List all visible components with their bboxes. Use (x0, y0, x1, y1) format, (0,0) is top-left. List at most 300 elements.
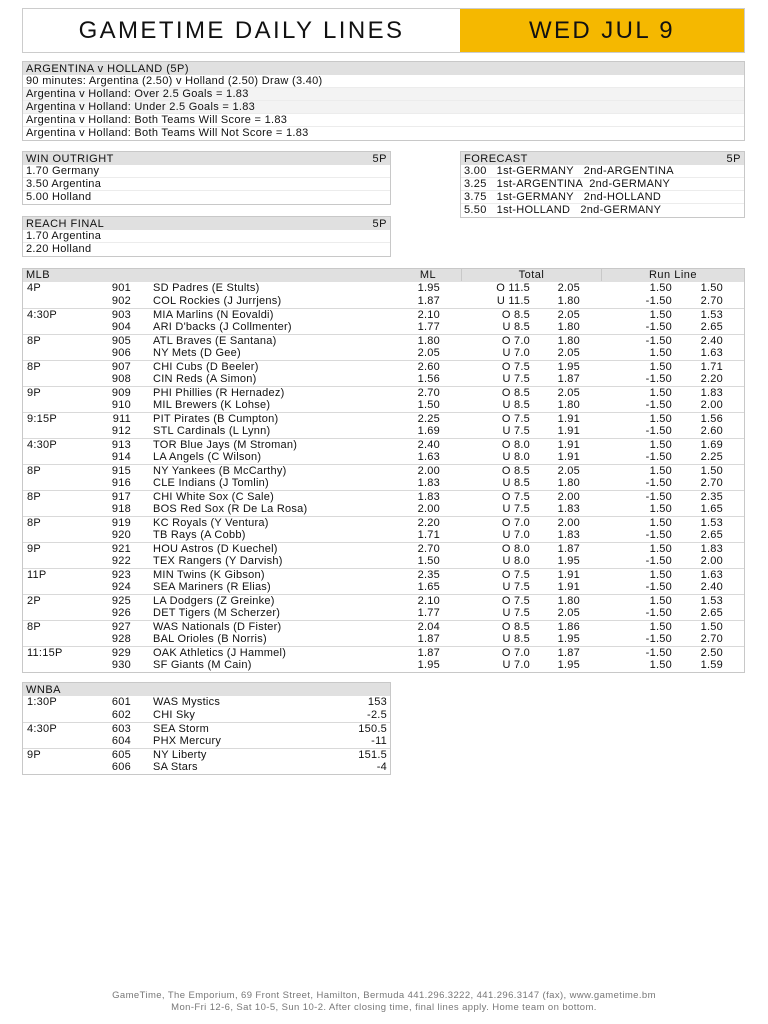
match-line: 90 minutes: Argentina (2.50) v Holland (2.50) Draw (3.40) (23, 75, 744, 88)
runline-spread: 1.50 (649, 659, 672, 671)
total-odds: 2.00 (557, 491, 580, 503)
runline-odds: 1.56 (700, 413, 723, 425)
total-line: O 7.0 (501, 335, 530, 347)
moneyline: 1.87 (417, 647, 440, 659)
reach-final-header (23, 217, 390, 230)
total-line: O 8.0 (501, 439, 530, 451)
rotation-number: 908 (111, 373, 131, 385)
moneyline: 1.77 (417, 321, 440, 333)
match-box (22, 61, 745, 141)
moneyline: 2.00 (417, 465, 440, 477)
mlb-row (23, 347, 744, 360)
runline-spread: -1.50 (645, 451, 672, 463)
total-line: U 7.5 (502, 425, 530, 437)
total-line: U 8.5 (502, 399, 530, 411)
runline-odds: 1.59 (700, 659, 723, 671)
total-line: O 7.5 (501, 569, 530, 581)
mlb-row (23, 477, 744, 490)
mlb-body (23, 282, 744, 672)
rotation-number: 601 (111, 696, 131, 708)
runline-odds: 1.63 (700, 347, 723, 359)
runline-spread: 1.50 (649, 282, 672, 294)
runline-odds: 2.40 (700, 581, 723, 593)
total-odds: 2.05 (557, 309, 580, 321)
game-time: 8P (27, 621, 41, 633)
rotation-number: 915 (111, 465, 131, 477)
team-name: CLE Indians (J Tomlin) (153, 477, 269, 489)
runline-spread: 1.50 (649, 595, 672, 607)
total-line: O 8.5 (501, 309, 530, 321)
runline-spread: -1.50 (645, 529, 672, 541)
rotation-number: 928 (111, 633, 131, 645)
game-time: 11P (27, 569, 47, 581)
team-name: CIN Reds (A Simon) (153, 373, 257, 385)
wnba-row (23, 696, 390, 709)
runline-spread: -1.50 (645, 425, 672, 437)
total-line: O 7.5 (501, 595, 530, 607)
team-name: HOU Astros (D Kuechel) (153, 543, 278, 555)
total-odds: 1.87 (557, 543, 580, 555)
game-time: 11:15P (27, 647, 63, 659)
mlb-row (23, 282, 744, 295)
mlb-row (23, 490, 744, 503)
runline-odds: 1.53 (700, 595, 723, 607)
game-time: 9P (27, 543, 41, 555)
total-odds: 1.86 (557, 621, 580, 633)
game-time: 4:30P (27, 309, 57, 321)
runline-spread: -1.50 (645, 491, 672, 503)
line-value: -2.5 (367, 709, 387, 721)
team-name: OAK Athletics (J Hammel) (153, 647, 287, 659)
total-odds: 1.95 (557, 555, 580, 567)
runline-spread: -1.50 (645, 647, 672, 659)
team-name: SEA Storm (153, 723, 210, 735)
reach-final-time: 5P (372, 217, 387, 230)
moneyline: 1.87 (417, 633, 440, 645)
total-odds: 1.91 (557, 439, 580, 451)
team-name: PHI Phillies (R Hernadez) (153, 387, 285, 399)
rotation-number: 929 (111, 647, 131, 659)
line-value: 151.5 (358, 749, 387, 761)
footer-hours: Mon-Fri 12-6, Sat 10-5, Sun 10-2. After closing time, final lines apply. Home team on bottom. (171, 1002, 597, 1013)
mlb-row (23, 620, 744, 633)
team-name: SA Stars (153, 761, 198, 773)
total-line: U 7.5 (502, 607, 530, 619)
moneyline: 1.63 (417, 451, 440, 463)
wnba-header (23, 683, 390, 696)
rotation-number: 930 (111, 659, 131, 671)
runline-odds: 1.65 (700, 503, 723, 515)
runline-odds: 1.69 (700, 439, 723, 451)
mlb-title: MLB (26, 269, 51, 281)
runline-spread: 1.50 (649, 517, 672, 529)
line-value: 153 (367, 696, 387, 708)
runline-spread: -1.50 (645, 321, 672, 333)
team-name: SEA Mariners (R Elias) (153, 581, 271, 593)
mlb-row (23, 646, 744, 659)
rotation-number: 604 (111, 735, 131, 747)
total-odds: 2.05 (557, 607, 580, 619)
wnba-body (23, 696, 390, 774)
footer-address: GameTime, The Emporium, 69 Front Street, Hamilton, Bermuda 441.296.3222, 441.296.3147 (fax), www.gametime.bm (112, 990, 656, 1001)
moneyline: 1.95 (417, 659, 440, 671)
total-line: O 8.5 (501, 465, 530, 477)
team-name: BOS Red Sox (R De La Rosa) (153, 503, 308, 515)
total-line: U 7.0 (502, 659, 530, 671)
total-line: O 7.5 (501, 413, 530, 425)
runline-odds: 1.53 (700, 517, 723, 529)
team-name: LA Dodgers (Z Greinke) (153, 595, 275, 607)
mlb-row (23, 308, 744, 321)
runline-spread: 1.50 (649, 387, 672, 399)
team-name: CHI White Sox (C Sale) (153, 491, 275, 503)
rotation-number: 910 (111, 399, 131, 411)
game-time: 8P (27, 361, 41, 373)
total-line: U 11.5 (496, 295, 530, 307)
moneyline: 1.65 (417, 581, 440, 593)
forecast-line: 3.00 1st-GERMANY 2nd-ARGENTINA (461, 165, 744, 178)
mlb-row (23, 295, 744, 308)
total-odds: 1.83 (557, 529, 580, 541)
runline-odds: 2.00 (700, 555, 723, 567)
runline-spread: -1.50 (645, 295, 672, 307)
team-name: PIT Pirates (B Cumpton) (153, 413, 279, 425)
total-odds: 1.91 (557, 451, 580, 463)
mlb-row (23, 425, 744, 438)
mlb-table (22, 268, 745, 673)
runline-odds: 2.65 (700, 607, 723, 619)
moneyline: 1.77 (417, 607, 440, 619)
runline-spread: 1.50 (649, 503, 672, 515)
total-odds: 2.05 (557, 387, 580, 399)
moneyline: 2.10 (417, 309, 440, 321)
forecast-line: 3.25 1st-ARGENTINA 2nd-GERMANY (461, 178, 744, 191)
team-name: CHI Cubs (D Beeler) (153, 361, 259, 373)
moneyline: 2.40 (417, 439, 440, 451)
total-odds: 2.05 (557, 347, 580, 359)
rotation-number: 905 (111, 335, 131, 347)
moneyline: 1.95 (417, 282, 440, 294)
match-title: ARGENTINA v HOLLAND (5P) (26, 62, 189, 75)
win-outright-header (23, 152, 390, 165)
team-name: MIL Brewers (K Lohse) (153, 399, 271, 411)
total-line: O 7.5 (501, 491, 530, 503)
rotation-number: 927 (111, 621, 131, 633)
runline-odds: 2.60 (700, 425, 723, 437)
total-line: U 8.5 (502, 633, 530, 645)
moneyline: 2.10 (417, 595, 440, 607)
mlb-row (23, 464, 744, 477)
total-odds: 2.05 (557, 282, 580, 294)
team-name: LA Angels (C Wilson) (153, 451, 262, 463)
mlb-row (23, 360, 744, 373)
rotation-number: 901 (111, 282, 131, 294)
total-line: O 8.0 (501, 543, 530, 555)
runline-spread: -1.50 (645, 555, 672, 567)
mlb-row (23, 529, 744, 542)
total-line: O 11.5 (496, 282, 530, 294)
team-name: DET Tigers (M Scherzer) (153, 607, 281, 619)
moneyline: 1.50 (417, 399, 440, 411)
runline-odds: 2.70 (700, 295, 723, 307)
runline-spread: 1.50 (649, 413, 672, 425)
wnba-table (22, 682, 391, 775)
runline-spread: 1.50 (649, 347, 672, 359)
forecast-line: 5.50 1st-HOLLAND 2nd-GERMANY (464, 204, 662, 216)
wnba-row (23, 735, 390, 748)
runline-odds: 1.63 (700, 569, 723, 581)
total-line: O 7.0 (501, 647, 530, 659)
total-line: U 7.5 (502, 373, 530, 385)
team-name: NY Mets (D Gee) (153, 347, 241, 359)
runline-odds: 1.50 (700, 465, 723, 477)
line-value: -4 (376, 761, 387, 773)
mlb-row (23, 542, 744, 555)
mlb-row (23, 633, 744, 646)
runline-spread: -1.50 (645, 633, 672, 645)
rotation-number: 603 (111, 723, 131, 735)
total-odds: 1.91 (557, 425, 580, 437)
total-line: U 7.0 (502, 529, 530, 541)
team-name: BAL Orioles (B Norris) (153, 633, 267, 645)
mlb-row (23, 607, 744, 620)
rotation-number: 924 (111, 581, 131, 593)
rotation-number: 903 (111, 309, 131, 321)
total-odds: 1.91 (557, 569, 580, 581)
total-odds: 1.91 (557, 413, 580, 425)
rotation-number: 913 (111, 439, 131, 451)
team-name: TOR Blue Jays (M Stroman) (153, 439, 298, 451)
mlb-row (23, 334, 744, 347)
game-time: 1:30P (27, 696, 57, 708)
moneyline: 1.56 (417, 373, 440, 385)
total-line: U 8.0 (502, 451, 530, 463)
rotation-number: 605 (111, 749, 131, 761)
total-odds: 1.83 (557, 503, 580, 515)
team-name: NY Yankees (B McCarthy) (153, 465, 287, 477)
game-time: 4:30P (27, 723, 57, 735)
team-name: KC Royals (Y Ventura) (153, 517, 269, 529)
total-line: O 8.5 (501, 387, 530, 399)
win-outright-time: 5P (372, 152, 387, 165)
total-odds: 1.80 (557, 477, 580, 489)
rotation-number: 920 (111, 529, 131, 541)
wnba-row (23, 709, 390, 722)
team-name: TEX Rangers (Y Darvish) (153, 555, 283, 567)
wnba-title: WNBA (26, 683, 61, 696)
total-line: U 8.0 (502, 555, 530, 567)
runline-spread: -1.50 (645, 477, 672, 489)
runline-odds: 2.65 (700, 529, 723, 541)
mlb-row (23, 438, 744, 451)
runline-spread: 1.50 (649, 569, 672, 581)
rotation-number: 923 (111, 569, 131, 581)
match-line: Argentina v Holland: Over 2.5 Goals = 1.83 (23, 88, 744, 101)
total-odds: 1.91 (557, 581, 580, 593)
total-odds: 1.95 (557, 361, 580, 373)
moneyline: 2.35 (417, 569, 440, 581)
mlb-row (23, 581, 744, 594)
total-line: O 7.0 (501, 517, 530, 529)
moneyline: 1.87 (417, 295, 440, 307)
runline-spread: 1.50 (649, 361, 672, 373)
runline-odds: 1.50 (700, 621, 723, 633)
win-outright-box (22, 151, 391, 205)
team-name: WAS Mystics (153, 696, 221, 708)
total-odds: 1.80 (557, 399, 580, 411)
mlb-col-runline: Run Line (601, 269, 744, 281)
wnba-row (23, 722, 390, 735)
game-time: 2P (27, 595, 41, 607)
footer (0, 990, 768, 1014)
moneyline: 1.71 (417, 529, 440, 541)
runline-odds: 2.65 (700, 321, 723, 333)
total-line: U 8.5 (502, 477, 530, 489)
line-value: 150.5 (358, 723, 387, 735)
game-time: 9:15P (27, 413, 57, 425)
total-line: U 8.5 (502, 321, 530, 333)
wnba-row (23, 761, 390, 774)
runline-odds: 1.71 (700, 361, 723, 373)
mlb-row (23, 516, 744, 529)
forecast-box (460, 151, 745, 218)
total-line: U 7.5 (502, 581, 530, 593)
rotation-number: 904 (111, 321, 131, 333)
team-name: NY Liberty (153, 749, 207, 761)
rotation-number: 907 (111, 361, 131, 373)
total-odds: 2.05 (557, 465, 580, 477)
win-outright-line: 5.00 Holland (26, 191, 92, 203)
match-line: Argentina v Holland: Both Teams Will Not Score = 1.83 (26, 127, 309, 139)
match-header (23, 62, 744, 75)
total-odds: 1.87 (557, 647, 580, 659)
page-title: GAMETIME DAILY LINES (78, 16, 405, 44)
mlb-row (23, 399, 744, 412)
moneyline: 2.05 (417, 347, 440, 359)
mlb-row (23, 373, 744, 386)
forecast-header (461, 152, 744, 165)
mlb-row (23, 568, 744, 581)
mlb-row (23, 412, 744, 425)
game-time: 8P (27, 491, 41, 503)
rotation-number: 602 (111, 709, 131, 721)
rotation-number: 921 (111, 543, 131, 555)
mlb-row (23, 386, 744, 399)
mlb-row (23, 451, 744, 464)
runline-odds: 2.35 (700, 491, 723, 503)
runline-odds: 2.70 (700, 633, 723, 645)
rotation-number: 922 (111, 555, 131, 567)
mlb-row (23, 321, 744, 334)
rotation-number: 917 (111, 491, 131, 503)
match-line: Argentina v Holland: Both Teams Will Score = 1.83 (23, 114, 744, 127)
reach-final-line: 2.20 Holland (26, 243, 92, 255)
moneyline: 2.70 (417, 543, 440, 555)
game-time: 4P (27, 282, 41, 294)
team-name: PHX Mercury (153, 735, 222, 747)
runline-odds: 2.00 (700, 399, 723, 411)
runline-spread: 1.50 (649, 543, 672, 555)
team-name: WAS Nationals (D Fister) (153, 621, 282, 633)
forecast-line: 3.75 1st-GERMANY 2nd-HOLLAND (461, 191, 744, 204)
game-time: 8P (27, 335, 41, 347)
game-time: 8P (27, 465, 41, 477)
total-line: O 7.5 (501, 361, 530, 373)
rotation-number: 909 (111, 387, 131, 399)
runline-spread: 1.50 (649, 309, 672, 321)
team-name: CHI Sky (153, 709, 196, 721)
moneyline: 2.04 (417, 621, 440, 633)
total-odds: 1.80 (557, 321, 580, 333)
runline-odds: 2.40 (700, 335, 723, 347)
runline-odds: 2.50 (700, 647, 723, 659)
mlb-col-ml: ML (419, 269, 437, 281)
rotation-number: 914 (111, 451, 131, 463)
total-odds: 1.80 (557, 595, 580, 607)
total-line: O 8.5 (501, 621, 530, 633)
runline-odds: 2.20 (700, 373, 723, 385)
team-name: TB Rays (A Cobb) (153, 529, 246, 541)
win-outright-line: 3.50 Argentina (23, 178, 390, 191)
mlb-row (23, 659, 744, 672)
mlb-row (23, 503, 744, 516)
total-odds: 1.80 (557, 295, 580, 307)
game-time: 4:30P (27, 439, 57, 451)
total-odds: 1.95 (557, 659, 580, 671)
win-outright-line: 1.70 Germany (23, 165, 390, 178)
moneyline: 2.60 (417, 361, 440, 373)
moneyline: 1.83 (417, 491, 440, 503)
rotation-number: 912 (111, 425, 131, 437)
moneyline: 2.70 (417, 387, 440, 399)
moneyline: 1.69 (417, 425, 440, 437)
team-name: ATL Braves (E Santana) (153, 335, 277, 347)
team-name: MIN Twins (K Gibson) (153, 569, 265, 581)
moneyline: 1.83 (417, 477, 440, 489)
rotation-number: 918 (111, 503, 131, 515)
rotation-number: 925 (111, 595, 131, 607)
page-date: WED JUL 9 (460, 9, 744, 52)
game-time: 9P (27, 387, 41, 399)
reach-final-box (22, 216, 391, 257)
moneyline: 1.50 (417, 555, 440, 567)
rotation-number: 606 (111, 761, 131, 773)
rotation-number: 916 (111, 477, 131, 489)
runline-spread: 1.50 (649, 621, 672, 633)
total-odds: 1.80 (557, 335, 580, 347)
total-odds: 2.00 (557, 517, 580, 529)
runline-odds: 1.83 (700, 543, 723, 555)
runline-spread: -1.50 (645, 335, 672, 347)
team-name: MIA Marlins (N Eovaldi) (153, 309, 274, 321)
rotation-number: 926 (111, 607, 131, 619)
team-name: COL Rockies (J Jurrjens) (153, 295, 282, 307)
mlb-col-total: Total (461, 269, 601, 281)
match-line: Argentina v Holland: Under 2.5 Goals = 1.83 (23, 101, 744, 114)
runline-odds: 2.25 (700, 451, 723, 463)
runline-odds: 2.70 (700, 477, 723, 489)
moneyline: 1.80 (417, 335, 440, 347)
moneyline: 2.25 (417, 413, 440, 425)
runline-odds: 1.50 (700, 282, 723, 294)
page-header (22, 8, 745, 53)
team-name: STL Cardinals (L Lynn) (153, 425, 271, 437)
runline-spread: 1.50 (649, 465, 672, 477)
moneyline: 2.20 (417, 517, 440, 529)
rotation-number: 902 (111, 295, 131, 307)
team-name: SF Giants (M Cain) (153, 659, 252, 671)
runline-spread: 1.50 (649, 439, 672, 451)
